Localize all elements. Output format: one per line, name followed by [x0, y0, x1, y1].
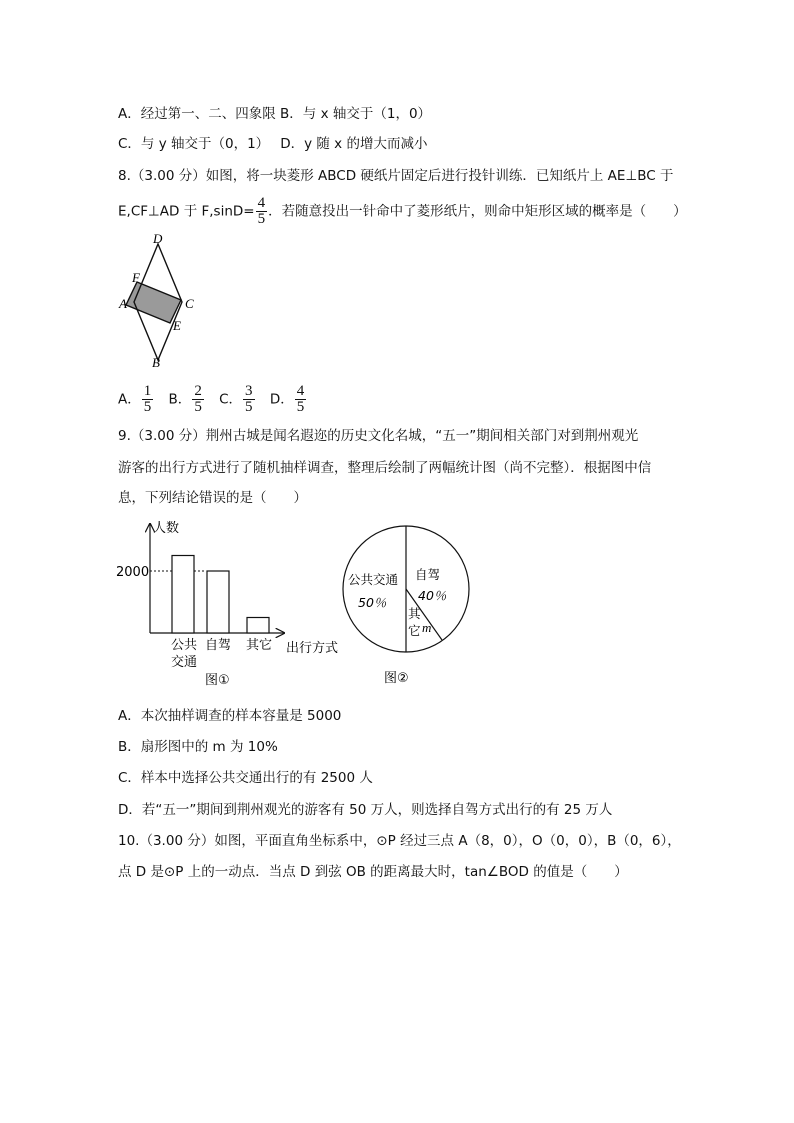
label-b: B — [152, 355, 160, 370]
q9-option-b: B．扇形图中的 m 为 10% — [118, 739, 278, 755]
q8-option-d-letter: D． — [269, 391, 294, 408]
bar-chart-ylabel: 人数 — [153, 521, 180, 536]
bar-label-other: 其它 — [246, 638, 273, 653]
pie-label-public: 公共交通 — [348, 572, 399, 587]
pie-pct-public: 50％ — [358, 595, 387, 610]
q7-options-cd: C．与 y 轴交于（0，1） D．y 随 x 的增大而减小 — [118, 136, 428, 152]
q8-option-a-den: 5 — [143, 399, 152, 415]
bar-label-public-line1: 公共 — [171, 638, 198, 653]
pie-label-other-line2: 它 — [408, 623, 421, 638]
q9-option-d: D．若“五一”期间到荆州观光的游客有 50 万人，则选择自驾方式出行的有 25 万人 — [118, 802, 613, 818]
q8-option-a — [118, 384, 154, 415]
q8-option-d-num: 4 — [296, 383, 305, 399]
q8-option-b-den: 5 — [194, 399, 202, 415]
sin-d-numerator: 4 — [257, 195, 266, 211]
pie-chart — [340, 522, 480, 692]
label-a: A — [119, 296, 127, 311]
pie-pct-self: 40％ — [418, 588, 447, 603]
q8-option-c — [219, 384, 255, 415]
q9-stem-line2: 游客的出行方式进行了随机抽样调查，整理后绘制了两幅统计图（尚不完整）．根据图中信 — [118, 460, 652, 476]
q8-option-d-fraction — [295, 384, 307, 415]
pie-chart-caption: 图② — [384, 671, 409, 686]
q8-option-c-den: 5 — [245, 399, 253, 415]
q9-option-c: C．样本中选择公共交通出行的有 2500 人 — [118, 770, 373, 786]
q8-option-d-den: 5 — [296, 399, 305, 415]
q8-option-c-letter: C． — [219, 391, 243, 408]
q8-options — [118, 384, 317, 415]
q8-option-b — [169, 384, 205, 415]
sin-d-fraction — [256, 196, 268, 227]
y-tick-2000-label: 2000 — [116, 565, 150, 580]
q8-option-c-num: 3 — [245, 383, 253, 399]
q8-stem-line1: 8.（3.00 分）如图，将一块菱形 ABCD 硬纸片固定后进行投针训练．已知纸片上 AE⊥BC 于 — [118, 168, 674, 184]
pie-pct-other: m — [422, 620, 432, 635]
q8-option-b-fraction — [192, 384, 204, 415]
bar-other — [247, 618, 269, 634]
q9-stem-line1: 9.（3.00 分）荆州古城是闻名遐迩的历史文化名城，“五一”期间相关部门对到荆州观光 — [118, 428, 639, 444]
bar-chart-xlabel: 出行方式 — [286, 641, 339, 656]
q9-stem-line3: 息，下列结论错误的是（ ） — [118, 490, 307, 506]
q8-option-a-letter: A． — [118, 391, 141, 408]
q8-option-a-num: 1 — [143, 383, 152, 399]
bar-label-self: 自驾 — [205, 638, 232, 653]
q7-options-ab: A．经过第一、二、四象限 B．与 x 轴交于（1，0） — [118, 106, 432, 122]
q9-option-a: A．本次抽样调查的样本容量是 5000 — [118, 708, 342, 724]
q8-option-b-num: 2 — [194, 383, 202, 399]
bar-chart-caption: 图① — [205, 673, 230, 688]
label-e: E — [173, 318, 181, 333]
q8-option-d — [270, 384, 307, 415]
sin-d-denominator: 5 — [257, 211, 266, 227]
q8-stem-line2 — [118, 196, 687, 227]
bar-self-drive — [207, 571, 229, 633]
pie-label-other-line1: 其 — [408, 606, 421, 621]
label-d: D — [153, 232, 163, 246]
bar-chart — [112, 518, 348, 690]
rhombus-figure — [112, 232, 202, 372]
q10-stem-line1: 10.（3.00 分）如图，平面直角坐标系中，⊙P 经过三点 A（8，0），O（0，0），B（0，6）， — [118, 833, 681, 849]
label-f: F — [132, 270, 140, 285]
q8-option-c-fraction — [243, 384, 255, 415]
q8-option-a-fraction — [142, 384, 154, 415]
label-c: C — [185, 296, 194, 311]
q8-stem-line2-post: ．若随意投出一针命中了菱形纸片，则命中矩形区域的概率是（ ） — [268, 203, 687, 220]
q10-stem-line2: 点 D 是⊙P 上的一动点．当点 D 到弦 OB 的距离最大时，tan∠BOD 的值是（ ） — [118, 864, 628, 880]
pie-label-self: 自驾 — [415, 567, 441, 582]
q8-option-b-letter: B． — [168, 391, 192, 408]
bar-public-transport — [172, 556, 194, 634]
bar-label-public-line2: 交通 — [171, 655, 198, 670]
q8-stem-line2-pre: E,CF⊥AD 于 F,sinD= — [118, 203, 255, 220]
